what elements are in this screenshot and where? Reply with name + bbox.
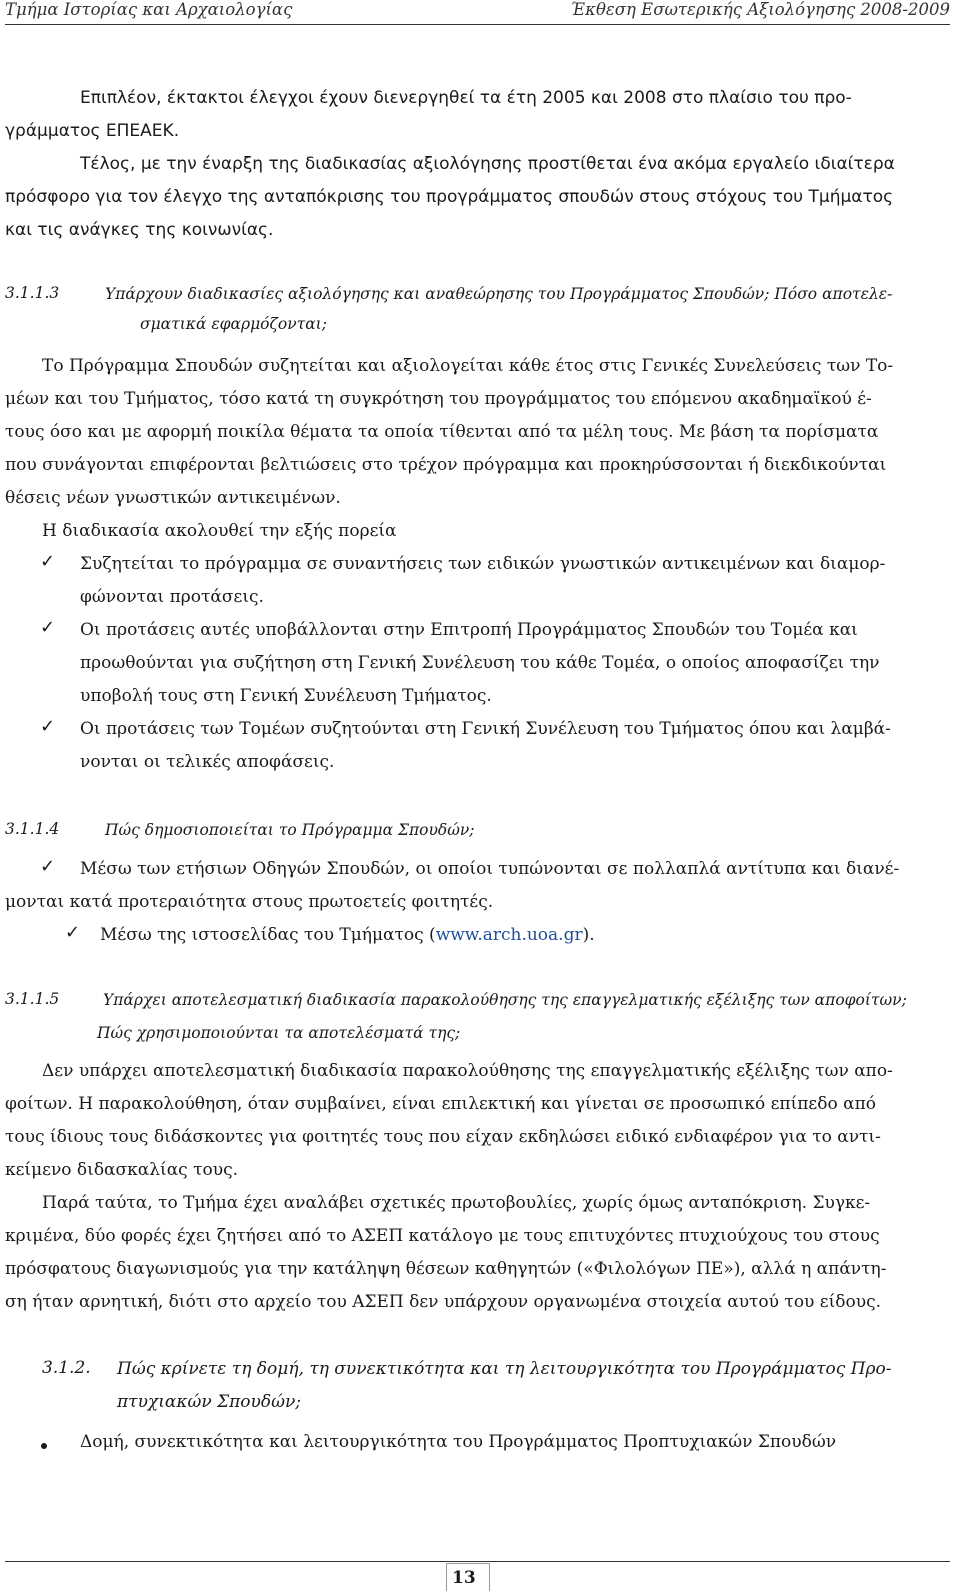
s3113-item1-line1: Συζητείται το πρόγραμμα σε συναντήσεις των ειδικών γνωστικών αντικειμένων και διαμορ- (80, 554, 886, 574)
check-icon: ✓ (40, 856, 56, 877)
section-3113-number: 3.1.1.3 (5, 284, 60, 302)
section-3115-title-line1: Υπάρχει αποτελεσματική διαδικασία παρακολούθησης της επαγγελματικής εξέλιξης των αποφοίτων; (103, 991, 907, 1009)
bullet-icon (41, 1443, 47, 1449)
s3115-p1-line4: κείμενο διδασκαλίας τους. (5, 1160, 238, 1180)
check-icon: ✓ (40, 716, 56, 737)
s3115-p1-line1: Δεν υπάρχει αποτελεσματική διαδικασία παρακολούθησης της επαγγελματικής εξέλιξης των απο- (42, 1061, 893, 1081)
s3113-item3-line2: νονται οι τελικές αποφάσεις. (80, 752, 335, 772)
s3114-item2 (100, 919, 942, 952)
s3114-item2-text: Μέσω της ιστοσελίδας του Τμήματος ( (100, 925, 436, 945)
section-3115-number: 3.1.1.5 (5, 990, 60, 1008)
intro-p1-line2: γράμματος ΕΠΕΑΕΚ. (5, 121, 180, 141)
s3114-item1-line2: μονται κατά προτεραιότητα στους πρωτοετείς φοιτητές. (5, 892, 494, 912)
s3115-p2-line4: ση ήταν αρνητική, διότι στο αρχείο του ΑΣΕΠ δεν υπάρχουν οργανωμένα στοιχεία αυτού του είδους. (5, 1292, 881, 1312)
header-divider (5, 24, 950, 25)
intro-p2-line3: και τις ανάγκες της κοινωνίας. (5, 220, 274, 240)
s3113-item2-line1: Οι προτάσεις αυτές υποβάλλονται στην Επιτροπή Προγράμματος Σπουδών του Τομέα και (80, 620, 858, 640)
s3113-para-line5: θέσεις νέων γνωστικών αντικειμένων. (5, 488, 341, 508)
s3113-para-line1: Το Πρόγραμμα Σπουδών συζητείται και αξιολογείται κάθε έτος στις Γενικές Συνελεύσεις των Το- (42, 356, 894, 376)
s3115-p2-line2: κριμένα, δύο φορές έχει ζητήσει από το ΑΣΕΠ κατάλογο με τους επιτυχόντες πτυχιούχους του στους (5, 1226, 880, 1246)
section-312-bullet: Δομή, συνεκτικότητα και λειτουργικότητα του Προγράμματος Προπτυχιακών Σπουδών (80, 1432, 837, 1452)
s3115-p2-line1: Παρά ταύτα, το Τμήμα έχει αναλάβει σχετικές πρωτοβουλίες, χωρίς όμως ανταπόκριση. Συγκε- (42, 1193, 871, 1213)
section-3115-title-line2: Πώς χρησιμοποιούνται τα αποτελέσματά της; (97, 1024, 461, 1042)
section-3114-number: 3.1.1.4 (5, 820, 60, 838)
page-number: 13 (452, 1568, 476, 1588)
s3114-item1-line1: Μέσω των ετήσιων Οδηγών Σπουδών, οι οποίοι τυπώνονται σε πολλαπλά αντίτυπα και διανέ- (80, 859, 900, 879)
s3114-item2-closing: ). (582, 925, 595, 945)
s3113-item2-line3: υποβολή τους στη Γενική Συνέλευση Τμήματος. (80, 686, 492, 706)
section-3113-title-line2: σματικά εφαρμόζονται; (140, 315, 327, 333)
section-3114-title: Πώς δημοσιοποιείται το Πρόγραμμα Σπουδών; (105, 821, 475, 839)
s3113-process-intro: Η διαδικασία ακολουθεί την εξής πορεία (42, 521, 397, 541)
header-department: Τμήμα Ιστορίας και Αρχαιολογίας (5, 0, 293, 19)
s3113-item1-line2: φώνονται προτάσεις. (80, 587, 264, 607)
footer-divider (5, 1561, 950, 1562)
intro-p2-line2: πρόσφορο για τον έλεγχο της ανταπόκρισης του προγράμματος σπουδών στους στόχους του Τμήματος (5, 187, 894, 207)
intro-p2-line1: Τέλος, με την έναρξη της διαδικασίας αξιολόγησης προστίθεται ένα ακόμα εργαλείο ιδιαίτερα (80, 154, 895, 174)
s3115-p1-line2: φοίτων. Η παρακολούθηση, όταν συμβαίνει, είναι επιλεκτική και γίνεται σε προσωπικό επίπεδο από (5, 1094, 876, 1114)
check-icon: ✓ (65, 922, 81, 943)
section-312-title-line1: Πώς κρίνετε τη δομή, τη συνεκτικότητα και τη λειτουργικότητα του Προγράμματος Προ- (117, 1359, 892, 1379)
section-312-title-line2: πτυχιακών Σπουδών; (117, 1392, 302, 1412)
s3113-item2-line2: προωθούνται για συζήτηση στη Γενική Συνέλευση του κάθε Τομέα, ο οποίος αποφασίζει την (80, 653, 880, 673)
s3113-item3-line1: Οι προτάσεις των Τομέων συζητούνται στη Γενική Συνέλευση του Τμήματος όπου και λαμβά- (80, 719, 891, 739)
s3115-p1-line3: τους ίδιους τους διδάσκοντες για φοιτητές τους που είχαν εκδηλώσει ειδικό ενδιαφέρον για το αντι- (5, 1127, 881, 1147)
s3113-para-line2: μέων και του Τμήματος, τόσο κατά τη συγκρότηση του προγράμματος του επόμενου ακαδημαϊκού έ- (5, 389, 872, 409)
department-website-link[interactable]: www.arch.uoa.gr (435, 925, 583, 945)
s3115-p2-line3: πρόσφατους διαγωνισμούς για την κατάληψη θέσεων καθηγητών («Φιλολόγων ΠΕ»), αλλά η απάντη- (5, 1259, 887, 1279)
s3113-para-line3: τους όσο και με αφορμή ποικίλα θέματα τα οποία τίθενται από τα μέλη τους. Με βάση τα πορίσματα (5, 422, 879, 442)
check-icon: ✓ (40, 617, 56, 638)
check-icon: ✓ (40, 551, 56, 572)
section-312-number: 3.1.2. (42, 1358, 91, 1378)
header-report-title: Έκθεση Εσωτερικής Αξιολόγησης 2008-2009 (570, 0, 950, 19)
s3113-para-line4: που συνάγονται επιφέρονται βελτιώσεις στο τρέχον πρόγραμμα και προκηρύσσονται ή διεκδικούνται (5, 455, 887, 475)
intro-p1-line1: Επιπλέον, έκτακτοι έλεγχοι έχουν διενεργηθεί τα έτη 2005 και 2008 στο πλαίσιο του προ- (80, 88, 852, 108)
section-3113-title-line1: Υπάρχουν διαδικασίες αξιολόγησης και αναθεώρησης του Προγράμματος Σπουδών; Πόσο αποτελε- (105, 285, 893, 303)
